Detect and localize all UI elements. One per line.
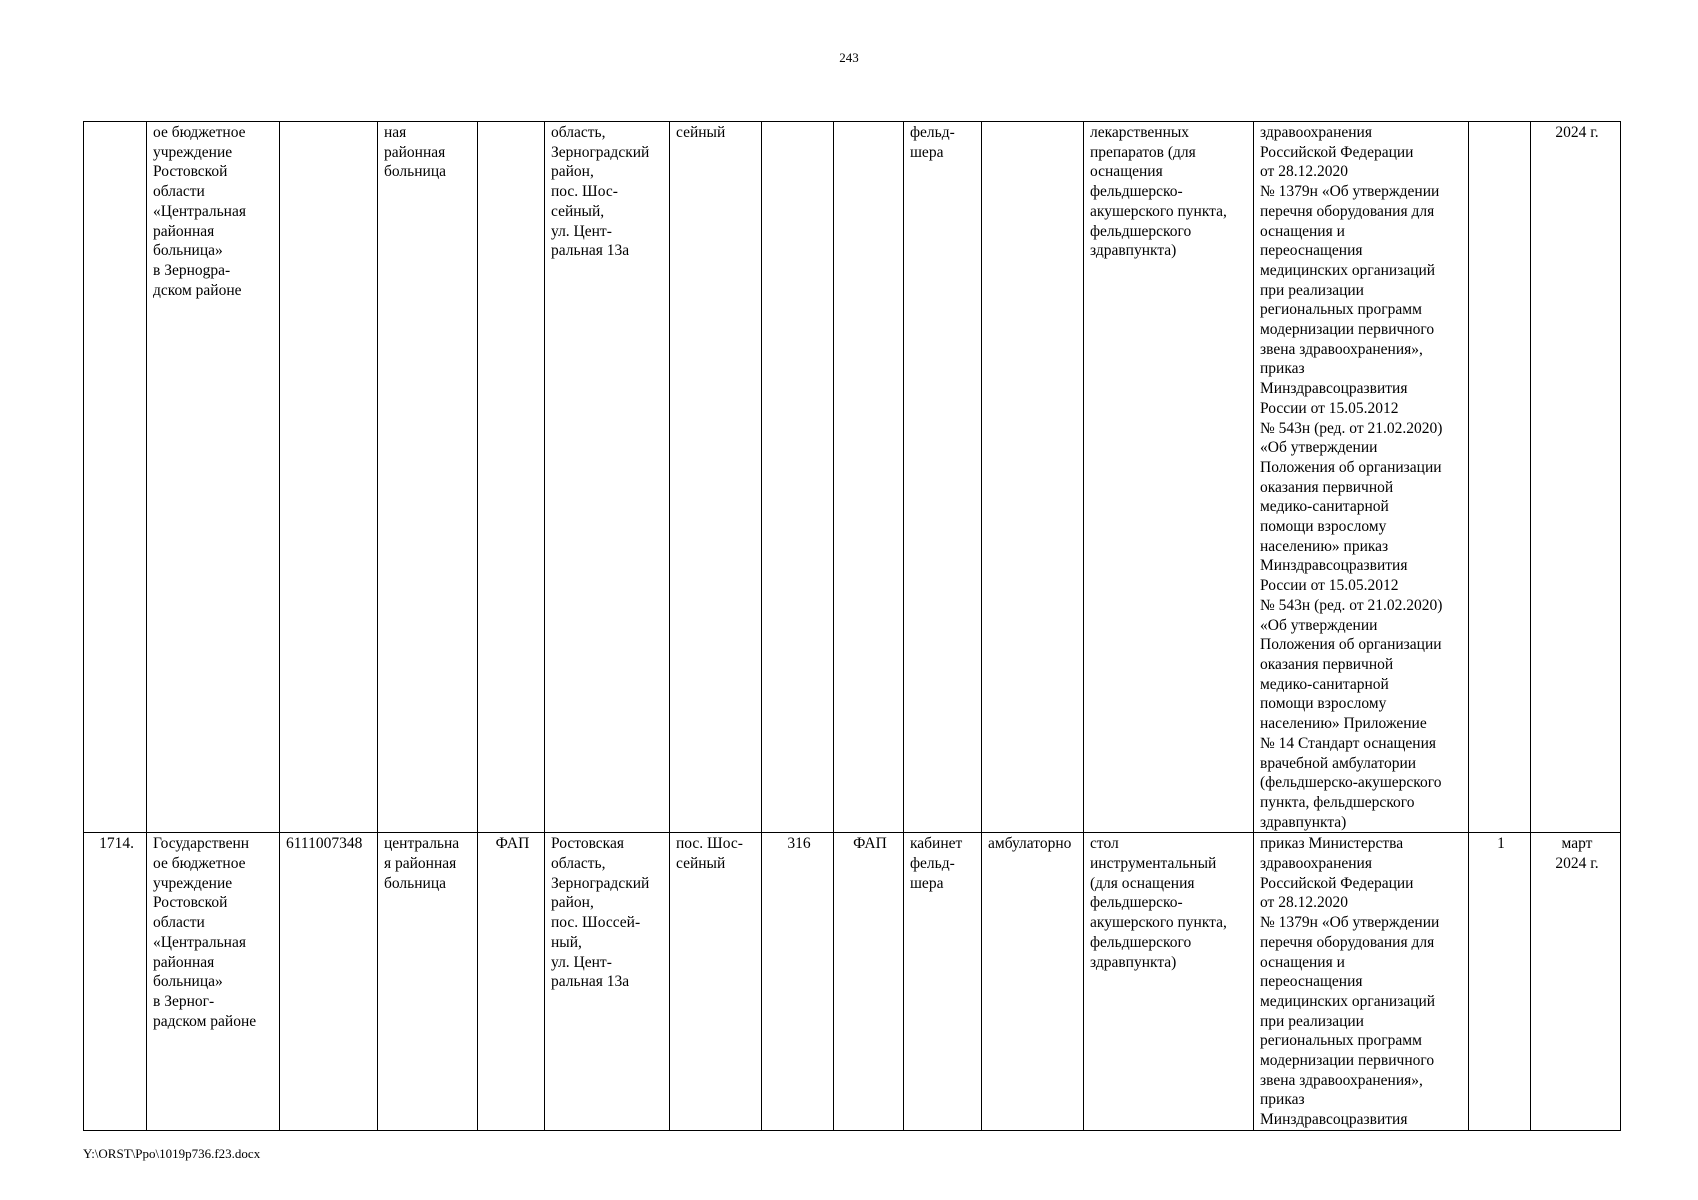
cell-inn	[280, 122, 378, 833]
cell-basis: приказ Министерства здравоохранения Российской Федерации от 28.12.2020 № 1379н «Об утверждении перечня оборудования для оснащения и переоснащения медицинских организаций при реализации региональных программ модернизации первичного звена здравоохранения», приказ Минздравсоцразвития	[1254, 833, 1469, 1131]
cell-inn: 6111007348	[280, 833, 378, 1131]
cell-unit: ФАП	[478, 833, 545, 1131]
cell-equipment: стол инструментальный (для оснащения фельдшерско- акушерского пункта, фельдшерского здравпункта)	[1084, 833, 1254, 1131]
table-row	[84, 122, 1621, 833]
cell-code	[762, 122, 834, 833]
table-row	[84, 833, 1621, 1131]
cell-basis: здравоохранения Российской Федерации от 28.12.2020 № 1379н «Об утверждении перечня оборудования для оснащения и переоснащения медицинских организаций при реализации региональных программ модернизации первичного звена здравоохранения», приказ Минздравсоцразвития России от 15.05.2012 № 543н (ред. от 21.02.2020) «Об утверждении Положения об организации оказания первичной медико-санитарной помощи взрослому населению» приказ Минздравсоцразвития России от 15.05.2012 № 543н (ред. от 21.02.2020) «Об утверждении Положения об организации оказания первичной медико-санитарной помощи взрослому населению» Приложение № 14 Стандарт оснащения врачебной амбулатории (фельдшерско-акушерского пункта, фельдшерского здравпункта)	[1254, 122, 1469, 833]
cell-date: 2024 г.	[1531, 122, 1621, 833]
cell-org-type: центральна я районная больница	[378, 833, 478, 1131]
cell-number: 1714.	[84, 833, 147, 1131]
cell-address: Ростовская область, Зерноградский район, пос. Шоссей- ный, ул. Цент- ральная 13а	[545, 833, 670, 1131]
cell-kind	[834, 122, 904, 833]
cell-unit	[478, 122, 545, 833]
cell-settlement: пос. Шос- сейный	[670, 833, 762, 1131]
cell-quantity: 1	[1469, 833, 1531, 1131]
cell-code: 316	[762, 833, 834, 1131]
cell-equipment: лекарственных препаратов (для оснащения фельдшерско- акушерского пункта, фельдшерского здравпункта)	[1084, 122, 1254, 833]
cell-number	[84, 122, 147, 833]
cell-room: фельд- шера	[904, 122, 982, 833]
cell-quantity	[1469, 122, 1531, 833]
cell-organization: ое бюджетное учреждение Ростовской области «Центральная районная больница» в Зернogра- дском районе	[147, 122, 280, 833]
cell-org-type: ная районная больница	[378, 122, 478, 833]
cell-room: кабинет фельд- шера	[904, 833, 982, 1131]
cell-settlement: сейный	[670, 122, 762, 833]
cell-address: область, Зерноградский район, пос. Шос- сейный, ул. Цент- ральная 13а	[545, 122, 670, 833]
file-path-footer: Y:\ORST\Ppo\1019p736.f23.docx	[83, 1146, 261, 1161]
page-number: 243	[839, 50, 859, 65]
cell-organization: Государственн ое бюджетное учреждение Ростовской области «Центральная районная больница» в Зерног- радском районе	[147, 833, 280, 1131]
cell-care-type	[982, 122, 1084, 833]
cell-care-type: амбулаторно	[982, 833, 1084, 1131]
equipment-table	[83, 121, 1621, 1131]
cell-date: март 2024 г.	[1531, 833, 1621, 1131]
cell-kind: ФАП	[834, 833, 904, 1131]
